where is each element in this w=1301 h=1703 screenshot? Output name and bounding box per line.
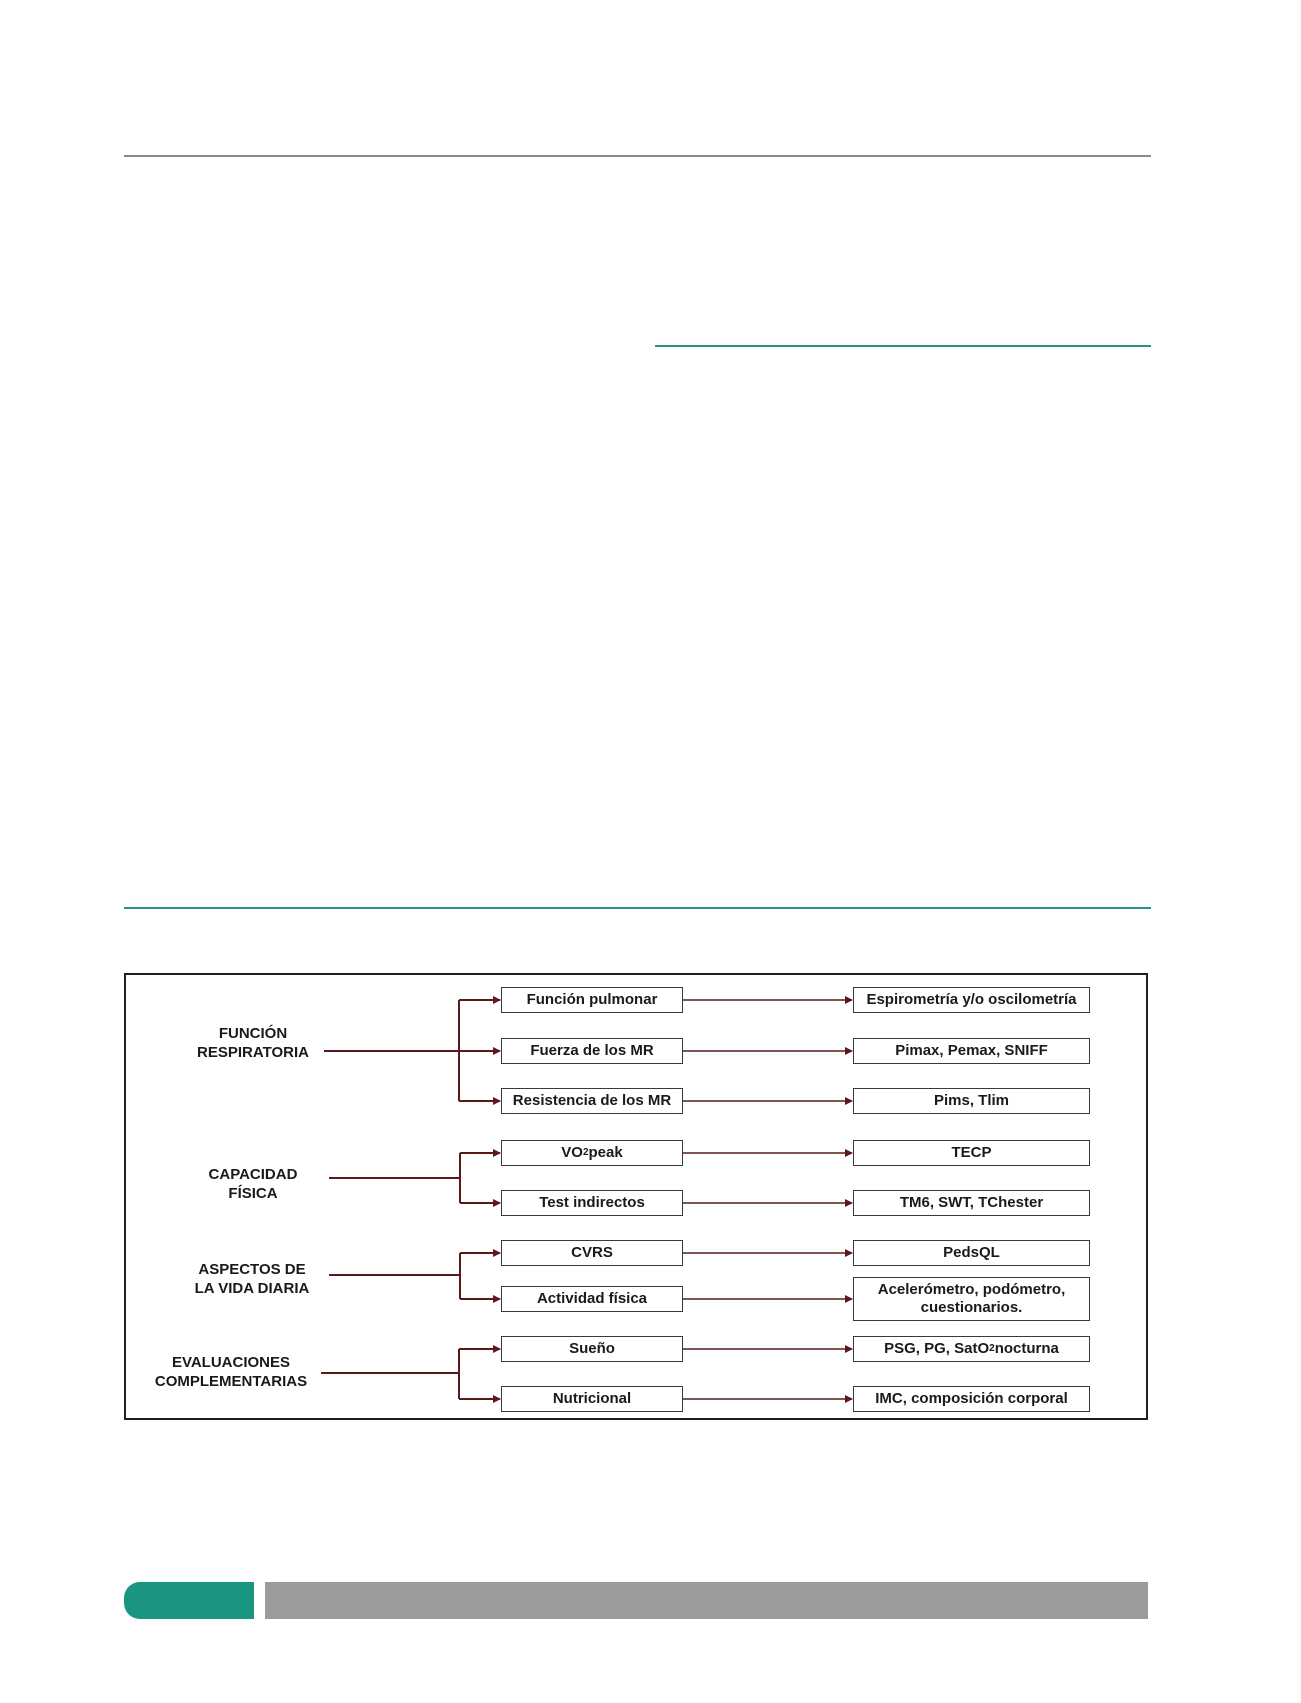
section-divider	[655, 345, 1151, 347]
figure-divider	[124, 907, 1151, 909]
method-box-espirometria: Espirometría y/o oscilometría	[853, 987, 1090, 1013]
category-label-evaluaciones-complementarias: EVALUACIONES COMPLEMENTARIAS	[154, 1354, 308, 1390]
category-label-capacidad-fisica: CAPACIDAD FÍSICA	[208, 1166, 298, 1202]
method-box-acelerometro: Acelerómetro, podómetro, cuestionarios.	[853, 1277, 1090, 1321]
method-box-psg: PSG, PG, SatO 2 nocturna	[853, 1336, 1090, 1362]
method-box-tm6: TM6, SWT, TChester	[853, 1190, 1090, 1216]
footer-bar	[265, 1582, 1148, 1619]
test-box-sueno: Sueño	[501, 1336, 683, 1362]
evaluation-diagram	[124, 973, 1148, 1420]
method-box-pims: Pims, Tlim	[853, 1088, 1090, 1114]
test-box-fuerza-mr: Fuerza de los MR	[501, 1038, 683, 1064]
test-box-cvrs: CVRS	[501, 1240, 683, 1266]
footer-accent-bar	[124, 1582, 254, 1619]
method-box-pimax: Pimax, Pemax, SNIFF	[853, 1038, 1090, 1064]
method-box-imc: IMC, composición corporal	[853, 1386, 1090, 1412]
method-box-pedsql: PedsQL	[853, 1240, 1090, 1266]
test-box-nutricional: Nutricional	[501, 1386, 683, 1412]
test-box-actividad-fisica: Actividad física	[501, 1286, 683, 1312]
category-label-funcion-respiratoria: FUNCIÓN RESPIRATORIA	[197, 1025, 309, 1061]
method-box-tecp: TECP	[853, 1140, 1090, 1166]
test-box-resistencia-mr: Resistencia de los MR	[501, 1088, 683, 1114]
top-divider	[124, 155, 1151, 157]
category-label-aspectos-vida-diaria: ASPECTOS DE LA VIDA DIARIA	[194, 1261, 310, 1297]
test-box-test-indirectos: Test indirectos	[501, 1190, 683, 1216]
test-box-vo2-peak: VO 2 peak	[501, 1140, 683, 1166]
test-box-funcion-pulmonar: Función pulmonar	[501, 987, 683, 1013]
